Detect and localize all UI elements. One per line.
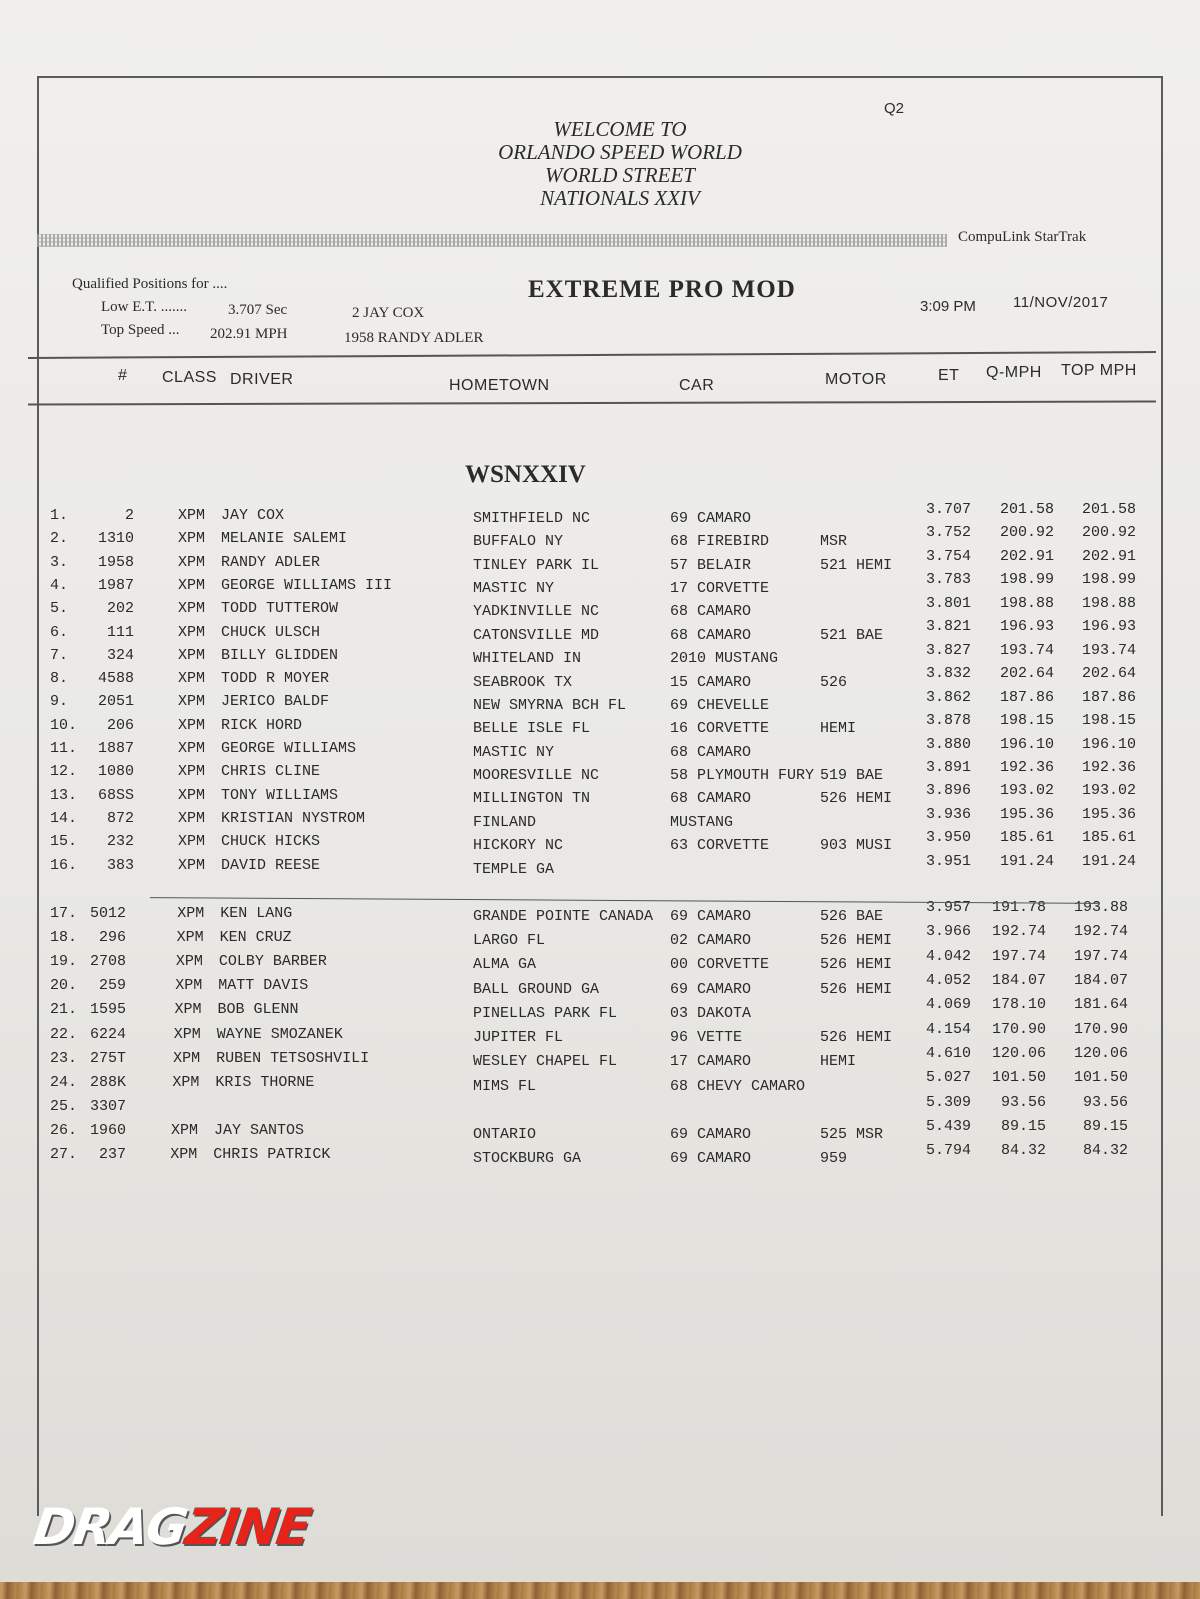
- welcome-line: ORLANDO SPEED WORLD: [498, 140, 742, 164]
- cell-top-mph: 193.02: [1081, 782, 1136, 800]
- cell-class: XPM: [173, 1049, 201, 1067]
- cell-motor: HEMI: [820, 720, 857, 738]
- top-speed-value: 202.91 MPH: [210, 326, 288, 342]
- cell-hometown: LARGO FL: [473, 932, 546, 950]
- logo-part-drag: DRAG: [29, 1498, 190, 1556]
- cell-top-mph: 198.15: [1081, 712, 1136, 730]
- cell-driver: KRIS THORNE: [215, 1073, 315, 1091]
- cell-car: 02 CAMARO: [670, 932, 752, 950]
- cell-hometown: SMITHFIELD NC: [473, 510, 591, 527]
- cell-position: 8.: [50, 670, 69, 688]
- cell-driver: BOB GLENN: [217, 1001, 299, 1019]
- cell-qmph: 192.36: [999, 758, 1054, 776]
- session-label: Q2: [884, 100, 905, 117]
- cell-car-number: 2051: [97, 693, 134, 711]
- cell-car: 69 CAMARO: [670, 980, 752, 998]
- cell-top-mph: 192.74: [1073, 923, 1128, 941]
- cell-qmph: 196.10: [999, 735, 1054, 753]
- cell-top-mph: 101.50: [1073, 1069, 1128, 1087]
- cell-driver: MATT DAVIS: [218, 977, 309, 995]
- event-title: WSNXXIV: [465, 461, 586, 488]
- cell-motor: 526 HEMI: [820, 980, 893, 998]
- cell-position: 16.: [50, 856, 78, 874]
- cell-top-mph: 193.88: [1073, 899, 1128, 916]
- cell-car-number: 206: [106, 716, 134, 734]
- cell-motor: 903 MUSI: [820, 837, 893, 855]
- cell-et: 5.309: [926, 1093, 972, 1111]
- cell-et: 5.027: [926, 1069, 972, 1087]
- cell-car: 2010 MUSTANG: [670, 650, 779, 668]
- cell-car-number: 6224: [89, 1025, 126, 1043]
- cell-et: 3.827: [926, 641, 972, 659]
- cell-class: XPM: [174, 1001, 202, 1019]
- cell-class: XPM: [178, 833, 206, 851]
- table-row: [0, 1142, 1200, 1169]
- cell-class: XPM: [178, 600, 206, 618]
- cell-car-number: 5012: [89, 905, 126, 922]
- cell-et: 5.439: [926, 1118, 972, 1136]
- cell-car-number: 296: [98, 929, 126, 947]
- cell-car-number: 2: [124, 507, 134, 524]
- cell-position: 3.: [50, 553, 69, 571]
- cell-hometown: WHITELAND IN: [473, 650, 582, 668]
- cell-hometown: MILLINGTON TN: [473, 790, 591, 808]
- cell-top-mph: 202.91: [1081, 547, 1136, 565]
- cell-car: 16 CORVETTE: [670, 720, 770, 738]
- cell-class: XPM: [178, 786, 206, 804]
- cell-et: 3.878: [926, 712, 972, 730]
- cell-car: MUSTANG: [670, 813, 734, 831]
- cell-qmph: 185.61: [999, 829, 1054, 847]
- cell-car: 68 CAMARO: [670, 603, 752, 621]
- cell-et: 3.957: [926, 899, 972, 916]
- cell-driver: RICK HORD: [221, 716, 303, 734]
- cell-motor: 525 MSR: [820, 1125, 884, 1143]
- cell-class: XPM: [178, 716, 206, 734]
- cell-top-mph: 197.74: [1073, 947, 1128, 965]
- cell-class: XPM: [173, 1025, 201, 1043]
- cell-position: 1.: [50, 507, 69, 524]
- cell-position: 13.: [50, 786, 78, 804]
- cell-car-number: 1887: [97, 740, 134, 757]
- cell-et: 3.951: [926, 852, 972, 870]
- cell-class: XPM: [170, 1146, 198, 1163]
- dragzine-logo: [30, 1498, 313, 1556]
- cell-class: XPM: [178, 809, 206, 827]
- cell-car: 68 CAMARO: [670, 743, 752, 761]
- cell-motor: 521 BAE: [820, 626, 884, 644]
- cell-motor: 526 HEMI: [820, 790, 893, 808]
- cell-hometown: NEW SMYRNA BCH FL: [473, 696, 627, 714]
- low-et-holder: 2 JAY COX: [352, 305, 425, 321]
- cell-qmph: 89.15: [1000, 1118, 1046, 1136]
- cell-qmph: 178.10: [991, 996, 1046, 1014]
- col-num: #: [118, 367, 128, 384]
- cell-car-number: 68SS: [97, 786, 134, 804]
- cell-class: XPM: [178, 856, 206, 874]
- cell-driver: KEN CRUZ: [219, 929, 292, 947]
- col-motor: MOTOR: [825, 371, 887, 388]
- cell-car: 69 CAMARO: [670, 1125, 752, 1143]
- cell-car: 17 CAMARO: [670, 1053, 752, 1071]
- cell-motor: 526 HEMI: [820, 956, 893, 974]
- cell-position: 2.: [50, 530, 69, 548]
- cell-position: 6.: [50, 623, 69, 641]
- cell-top-mph: 170.90: [1073, 1020, 1128, 1038]
- cell-qmph: 198.15: [999, 712, 1054, 730]
- low-et-value: 3.707 Sec: [228, 302, 288, 318]
- cell-top-mph: 202.64: [1081, 665, 1136, 683]
- cell-qmph: 198.99: [999, 571, 1054, 589]
- low-et-label: Low E.T. .......: [101, 299, 187, 315]
- cell-et: 3.783: [926, 571, 972, 589]
- cell-position: 10.: [50, 716, 78, 734]
- cell-hometown: FINLAND: [473, 813, 537, 831]
- cell-position: 5.: [50, 600, 69, 618]
- cell-hometown: SEABROOK TX: [473, 673, 573, 691]
- cell-hometown: YADKINVILLE NC: [473, 603, 600, 621]
- cell-et: 3.821: [926, 618, 972, 636]
- cell-car-number: 275T: [89, 1049, 126, 1067]
- cell-qmph: 192.74: [991, 923, 1046, 941]
- cell-qmph: 184.07: [991, 972, 1046, 990]
- cell-motor: 526 HEMI: [820, 932, 893, 950]
- cell-et: 3.891: [926, 758, 972, 776]
- cell-motor: MSR: [820, 533, 848, 551]
- dotted-separator: [37, 234, 947, 247]
- col-class: CLASS: [162, 369, 217, 386]
- cell-position: 18.: [50, 929, 78, 947]
- cell-car: 68 CHEVY CAMARO: [670, 1077, 806, 1095]
- cell-et: 3.752: [926, 524, 972, 542]
- cell-car-number: 1310: [97, 530, 134, 548]
- class-title: EXTREME PRO MOD: [528, 276, 796, 303]
- cell-class: XPM: [178, 623, 206, 641]
- cell-class: XPM: [178, 693, 206, 711]
- col-topmph: TOP MPH: [1061, 362, 1137, 379]
- welcome-line: WORLD STREET: [545, 163, 695, 187]
- cell-car-number: 1960: [89, 1121, 126, 1139]
- col-car: CAR: [679, 377, 715, 394]
- cell-car: 57 BELAIR: [670, 556, 752, 574]
- cell-top-mph: 196.10: [1081, 735, 1136, 753]
- cell-position: 7.: [50, 646, 69, 664]
- cell-position: 14.: [50, 809, 78, 827]
- cell-car: 69 CAMARO: [670, 908, 752, 925]
- cell-car-number: 1080: [97, 763, 134, 781]
- cell-et: 3.801: [926, 594, 972, 612]
- cell-hometown: JUPITER FL: [473, 1029, 564, 1047]
- table-row: [0, 852, 1200, 880]
- cell-car-number: 237: [98, 1146, 126, 1163]
- cell-driver: CHUCK HICKS: [221, 833, 321, 851]
- col-driver: DRIVER: [230, 371, 294, 388]
- cell-position: 23.: [50, 1049, 78, 1067]
- cell-position: 22.: [50, 1025, 78, 1043]
- cell-driver: WAYNE SMOZANEK: [216, 1025, 343, 1043]
- cell-qmph: 84.32: [1000, 1142, 1046, 1160]
- cell-driver: GEORGE WILLIAMS: [221, 740, 357, 757]
- cell-top-mph: 120.06: [1073, 1045, 1128, 1063]
- cell-driver: TODD R MOYER: [221, 670, 330, 688]
- cell-driver: BILLY GLIDDEN: [221, 646, 339, 664]
- cell-qmph: 170.90: [991, 1020, 1046, 1038]
- cell-motor: 526 BAE: [820, 908, 884, 925]
- cell-car: 17 CORVETTE: [670, 580, 770, 598]
- cell-car: 00 CORVETTE: [670, 956, 770, 974]
- cell-et: 3.936: [926, 805, 972, 823]
- cell-driver: TONY WILLIAMS: [221, 786, 339, 804]
- cell-car: 69 CHEVELLE: [670, 696, 770, 714]
- cell-hometown: GRANDE POINTE CANADA: [473, 908, 654, 925]
- cell-class: XPM: [178, 670, 206, 688]
- cell-car: 03 DAKOTA: [670, 1004, 752, 1022]
- cell-et: 3.862: [926, 688, 972, 706]
- cell-motor: HEMI: [820, 1053, 857, 1071]
- cell-class: XPM: [178, 576, 206, 594]
- cell-car: 68 FIREBIRD: [670, 533, 770, 551]
- cell-position: 15.: [50, 833, 78, 851]
- cell-car-number: 2708: [89, 953, 126, 971]
- cell-qmph: 191.24: [999, 852, 1054, 870]
- cell-hometown: TEMPLE GA: [473, 860, 555, 878]
- cell-qmph: 93.56: [1000, 1093, 1046, 1111]
- cell-driver: CHUCK ULSCH: [221, 623, 321, 641]
- cell-qmph: 193.02: [999, 782, 1054, 800]
- cell-et: 4.052: [926, 972, 972, 990]
- cell-position: 12.: [50, 763, 78, 781]
- print-date: 11/NOV/2017: [1013, 294, 1109, 311]
- cell-class: XPM: [178, 553, 206, 571]
- cell-hometown: STOCKBURG GA: [473, 1150, 582, 1168]
- cell-driver: DAVID REESE: [221, 856, 321, 874]
- cell-car-number: 383: [106, 856, 134, 874]
- cell-motor: 519 BAE: [820, 767, 884, 785]
- cell-hometown: HICKORY NC: [473, 837, 564, 855]
- cell-qmph: 197.74: [991, 947, 1046, 965]
- cell-hometown: PINELLAS PARK FL: [473, 1004, 618, 1022]
- cell-et: 3.832: [926, 665, 972, 683]
- cell-et: 4.069: [926, 996, 972, 1014]
- cell-driver: RUBEN TETSOSHVILI: [216, 1049, 370, 1067]
- cell-qmph: 193.74: [999, 641, 1054, 659]
- top-speed-holder: 1958 RANDY ADLER: [344, 330, 484, 346]
- cell-et: 4.154: [926, 1020, 972, 1038]
- cell-position: 9.: [50, 693, 69, 711]
- cell-car-number: 259: [98, 977, 126, 995]
- col-hometown: HOMETOWN: [449, 377, 550, 394]
- cell-car-number: 4588: [97, 670, 134, 688]
- cell-car: 68 CAMARO: [670, 626, 752, 644]
- cell-qmph: 195.36: [999, 805, 1054, 823]
- cell-car-number: 872: [106, 809, 134, 827]
- cell-car-number: 202: [106, 600, 134, 618]
- cell-top-mph: 185.61: [1081, 829, 1136, 847]
- system-name: CompuLink StarTrak: [958, 229, 1087, 245]
- cell-hometown: BUFFALO NY: [473, 533, 564, 551]
- cell-driver: CHRIS PATRICK: [213, 1146, 331, 1163]
- cell-driver: KEN LANG: [220, 905, 293, 922]
- cell-motor: 526: [820, 673, 848, 691]
- cell-top-mph: 195.36: [1081, 805, 1136, 823]
- cell-class: XPM: [178, 763, 206, 781]
- cell-top-mph: 192.36: [1081, 758, 1136, 776]
- cell-position: 4.: [50, 576, 69, 594]
- qualified-label: Qualified Positions for ....: [72, 276, 228, 292]
- cell-hometown: BALL GROUND GA: [473, 980, 600, 998]
- cell-qmph: 187.86: [999, 688, 1054, 706]
- cell-car: 63 CORVETTE: [670, 837, 770, 855]
- cell-car-number: 111: [106, 623, 134, 641]
- cell-hometown: ONTARIO: [473, 1125, 537, 1143]
- cell-car: 58 PLYMOUTH FURY: [670, 767, 815, 785]
- cell-car: 15 CAMARO: [670, 673, 752, 691]
- cell-hometown: ALMA GA: [473, 956, 537, 974]
- cell-qmph: 202.91: [999, 547, 1054, 565]
- cell-qmph: 202.64: [999, 665, 1054, 683]
- cell-car-number: 288K: [89, 1073, 126, 1091]
- cell-position: 19.: [50, 953, 78, 971]
- cell-top-mph: 187.86: [1081, 688, 1136, 706]
- cell-top-mph: 193.74: [1081, 641, 1136, 659]
- cell-hometown: CATONSVILLE MD: [473, 626, 600, 644]
- cell-qmph: 191.78: [991, 899, 1046, 916]
- cell-hometown: MIMS FL: [473, 1077, 537, 1095]
- cell-driver: KRISTIAN NYSTROM: [221, 809, 366, 827]
- cell-class: XPM: [172, 1073, 200, 1091]
- cell-top-mph: 181.64: [1073, 996, 1128, 1014]
- cell-driver: CHRIS CLINE: [221, 763, 321, 781]
- cell-et: 3.896: [926, 782, 972, 800]
- cell-position: 24.: [50, 1073, 78, 1091]
- cell-class: XPM: [176, 929, 204, 947]
- cell-class: XPM: [171, 1121, 199, 1139]
- col-qmph: Q-MPH: [986, 364, 1042, 381]
- cell-driver: JAY COX: [221, 507, 285, 524]
- cell-top-mph: 198.99: [1081, 571, 1136, 589]
- cell-motor: 526 HEMI: [820, 1029, 893, 1047]
- welcome-title: [430, 118, 810, 210]
- cell-car: 96 VETTE: [670, 1029, 743, 1047]
- cell-car-number: 1987: [97, 576, 134, 594]
- cell-top-mph: 184.07: [1073, 972, 1128, 990]
- top-speed-label: Top Speed ...: [101, 322, 180, 338]
- cell-top-mph: 201.58: [1081, 501, 1136, 518]
- cell-top-mph: 198.88: [1081, 594, 1136, 612]
- cell-position: 21.: [50, 1001, 78, 1019]
- cell-et: 3.754: [926, 547, 972, 565]
- cell-driver: GEORGE WILLIAMS III: [221, 576, 393, 594]
- cell-driver: RANDY ADLER: [221, 553, 321, 571]
- cell-driver: MELANIE SALEMI: [221, 530, 348, 548]
- cell-et: 4.042: [926, 947, 972, 965]
- cell-car-number: 1595: [89, 1001, 126, 1019]
- cell-qmph: 201.58: [999, 501, 1054, 518]
- cell-top-mph: 89.15: [1082, 1118, 1128, 1136]
- cell-driver: COLBY BARBER: [218, 953, 327, 971]
- cell-et: 5.794: [926, 1142, 972, 1160]
- cell-qmph: 101.50: [991, 1069, 1046, 1087]
- cell-qmph: 198.88: [999, 594, 1054, 612]
- cell-class: XPM: [175, 953, 203, 971]
- cell-position: 25.: [50, 1097, 78, 1115]
- cell-qmph: 200.92: [999, 524, 1054, 542]
- cell-class: XPM: [178, 646, 206, 664]
- cell-driver: JERICO BALDF: [221, 693, 330, 711]
- cell-et: 3.880: [926, 735, 972, 753]
- cell-position: 26.: [50, 1121, 78, 1139]
- cell-position: 20.: [50, 977, 78, 995]
- col-et: ET: [938, 367, 960, 384]
- cell-car-number: 232: [106, 833, 134, 851]
- cell-motor: 959: [820, 1150, 848, 1168]
- cell-top-mph: 191.24: [1081, 852, 1136, 870]
- cell-top-mph: 84.32: [1082, 1142, 1128, 1160]
- cell-et: 3.707: [926, 501, 972, 518]
- welcome-line: WELCOME TO: [553, 117, 687, 141]
- cell-class: XPM: [178, 507, 206, 524]
- cell-hometown: BELLE ISLE FL: [473, 720, 591, 738]
- cell-top-mph: 200.92: [1081, 524, 1136, 542]
- cell-hometown: MOORESVILLE NC: [473, 767, 600, 785]
- cell-et: 3.950: [926, 829, 972, 847]
- cell-class: XPM: [177, 905, 205, 922]
- cell-car-number: 3307: [89, 1097, 126, 1115]
- cell-class: XPM: [175, 977, 203, 995]
- cell-class: XPM: [178, 530, 206, 548]
- cell-qmph: 196.93: [999, 618, 1054, 636]
- cell-hometown: MASTIC NY: [473, 580, 555, 598]
- logo-part-zine: ZINE: [181, 1498, 313, 1556]
- cell-position: 11.: [50, 740, 78, 757]
- cell-hometown: WESLEY CHAPEL FL: [473, 1053, 618, 1071]
- cell-car: 68 CAMARO: [670, 790, 752, 808]
- cell-car-number: 1958: [97, 553, 134, 571]
- cell-motor: 521 HEMI: [820, 556, 893, 574]
- cell-class: XPM: [178, 740, 206, 757]
- cell-hometown: TINLEY PARK IL: [473, 556, 600, 574]
- cell-hometown: MASTIC NY: [473, 743, 555, 761]
- welcome-line: NATIONALS XXIV: [540, 186, 700, 210]
- cell-top-mph: 196.93: [1081, 618, 1136, 636]
- print-time: 3:09 PM: [920, 298, 976, 315]
- cell-driver: TODD TUTTEROW: [221, 600, 339, 618]
- cell-car: 69 CAMARO: [670, 510, 752, 527]
- cell-position: 17.: [50, 905, 78, 922]
- cell-et: 4.610: [926, 1045, 972, 1063]
- cell-position: 27.: [50, 1146, 78, 1163]
- cell-top-mph: 93.56: [1082, 1093, 1128, 1111]
- cell-car: 69 CAMARO: [670, 1150, 752, 1168]
- cell-qmph: 120.06: [991, 1045, 1046, 1063]
- cell-driver: JAY SANTOS: [214, 1121, 305, 1139]
- cell-et: 3.966: [926, 923, 972, 941]
- cell-car-number: 324: [106, 646, 134, 664]
